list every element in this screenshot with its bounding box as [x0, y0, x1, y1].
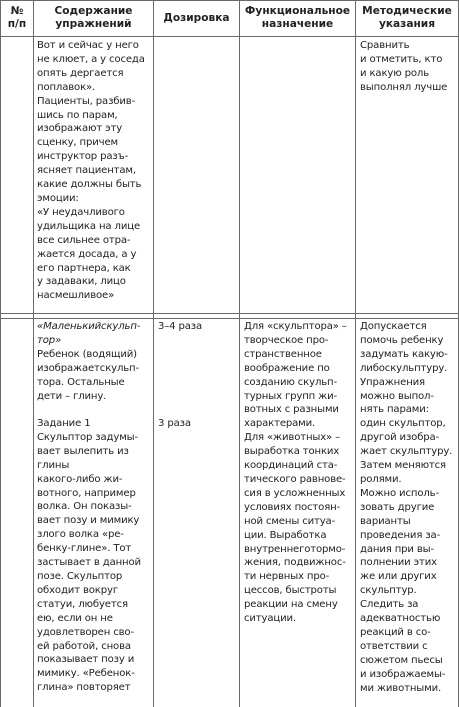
header-number: № п/п [7, 5, 27, 30]
header-function: Функциональное назначение [244, 5, 351, 30]
column-divider [239, 0, 240, 707]
row2-task: Задание 1 Скульптор задумы- вает вылепить из глины какого-либо жи- вотного, например волка. Он показы- вает позу и мимику злого волка «ре- бенку-глине». Тот застывает в данной позе. Скульптор обходит вокруг статуи, любуется ею, если он не удовлетворен сво- ей работой, снова показывает позу и мимику. «Ребенок- глина» повторяет [37, 418, 141, 694]
header-divider [0, 36, 459, 37]
row2-dosage-1: 3–4 раза [158, 321, 203, 332]
column-divider [153, 0, 154, 707]
header-content: Содержание упражнений [54, 5, 133, 30]
column-divider [33, 0, 34, 707]
column-divider [355, 0, 356, 707]
row2-function: Для «скульптора» – творческое про- странственное воображение по созданию скульп- турных групп жи- вотных с разными характерами. Для «животных» – выработка тонких координаций ста- тического равнове- сия в усложненных условиях постоян- ной смены ситуа- ции. Выработка внутреннеготормо- жения, подвижнос- ти нервных про- цессов, быстроты реакции на смену ситуации. [244, 321, 347, 625]
row1-method: Сравнить и отметить, кто и какую роль выполнял лучше [360, 40, 448, 93]
row-divider [0, 313, 459, 314]
row2-content-intro: Ребенок (водящий) изображаетскульп- тора. Остальные дети – глину. [37, 349, 140, 402]
row-divider [0, 318, 459, 319]
row2-method: Допускается помочь ребенку задумать какую- либоскульптуру. Упражнения можно выпол- нять парами: один скульптор, другой изобра- жает скульптуру. Затем меняются ролями. Можно исполь- зовать другие варианты проведения за- дания при вы- полнении этих же или других скульптур. Следить за адекватностью реакций в со- ответствии с сюжетом пьесы и изображаемы- ми животными. [360, 321, 453, 694]
row2-dosage-2: 3 раза [158, 418, 191, 429]
row1-content: Вот и сейчас у него не клюет, а у соседа опять дергается поплавок». Пациенты, разбив- шись по парам, изображают эту сценку, причем инструктор разъ- ясняет пациентам, какие должны быть эмоции: «У неудачливого удильщика на лице все сильнее отра- жается досада, а у его партнера, как у задаваки, лицо насмешливое» [37, 40, 145, 302]
header-method: Методические указания [362, 5, 452, 30]
row2-title: «Маленькийскульп- тор» [37, 321, 141, 346]
table-border-left [0, 0, 1, 707]
header-dosage: Дозировка [163, 11, 230, 24]
